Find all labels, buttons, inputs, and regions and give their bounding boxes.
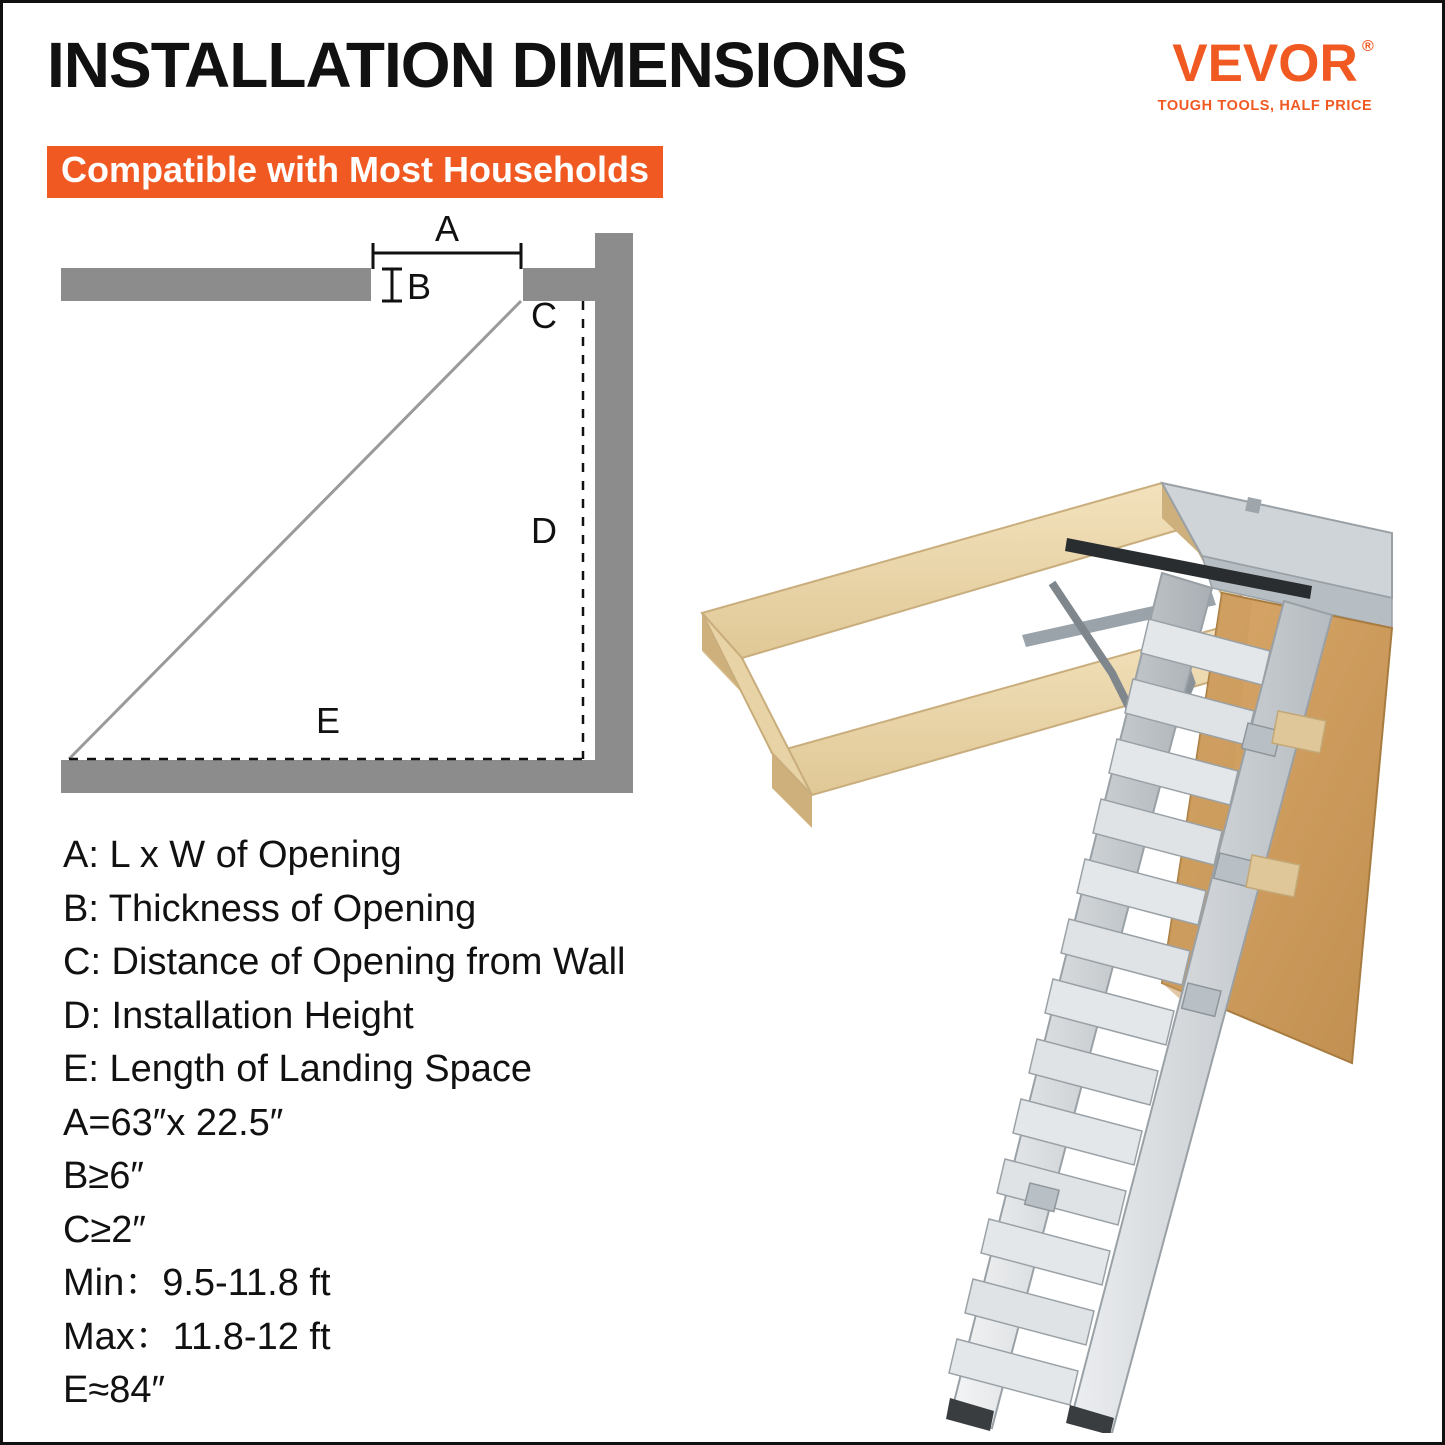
product-photo xyxy=(692,423,1432,1433)
legend-item: C: Distance of Opening from Wall xyxy=(63,941,626,983)
legend-list xyxy=(63,829,783,1418)
legend-item: A: L x W of Opening xyxy=(63,834,402,876)
brand-logo xyxy=(1140,34,1390,114)
page-title: INSTALLATION DIMENSIONS xyxy=(47,29,907,101)
brand-name xyxy=(1172,34,1374,93)
label-d: D xyxy=(531,510,557,551)
label-a: A xyxy=(434,208,460,249)
floor xyxy=(61,760,633,793)
installation-diagram xyxy=(43,203,683,803)
label-b: B xyxy=(407,266,432,307)
legend-item: A=63″x 22.5″ xyxy=(63,1101,284,1144)
label-c: C xyxy=(531,295,557,336)
legend-item: Max：11.8-12 ft xyxy=(63,1315,331,1358)
legend-item: B≥6″ xyxy=(63,1155,144,1197)
brand-tagline: TOUGH TOOLS, HALF PRICE xyxy=(1157,98,1373,114)
legend-item: D: Installation Height xyxy=(63,994,414,1037)
ceiling-left xyxy=(61,268,371,301)
label-e: E xyxy=(315,700,341,741)
registered-mark-icon: ® xyxy=(1361,38,1374,55)
legend-item: Min：9.5-11.8 ft xyxy=(63,1262,331,1304)
wall-vertical xyxy=(595,233,633,793)
legend-item: C≥2″ xyxy=(63,1208,146,1251)
legend-item: B: Thickness of Opening xyxy=(63,887,477,930)
stair-slope xyxy=(69,301,521,759)
legend-item: E≈84″ xyxy=(63,1369,165,1411)
legend-item: E: Length of Landing Space xyxy=(63,1048,533,1090)
brand-name-text: VEVOR xyxy=(1172,34,1358,93)
subtitle-banner: Compatible with Most Households xyxy=(47,146,663,198)
